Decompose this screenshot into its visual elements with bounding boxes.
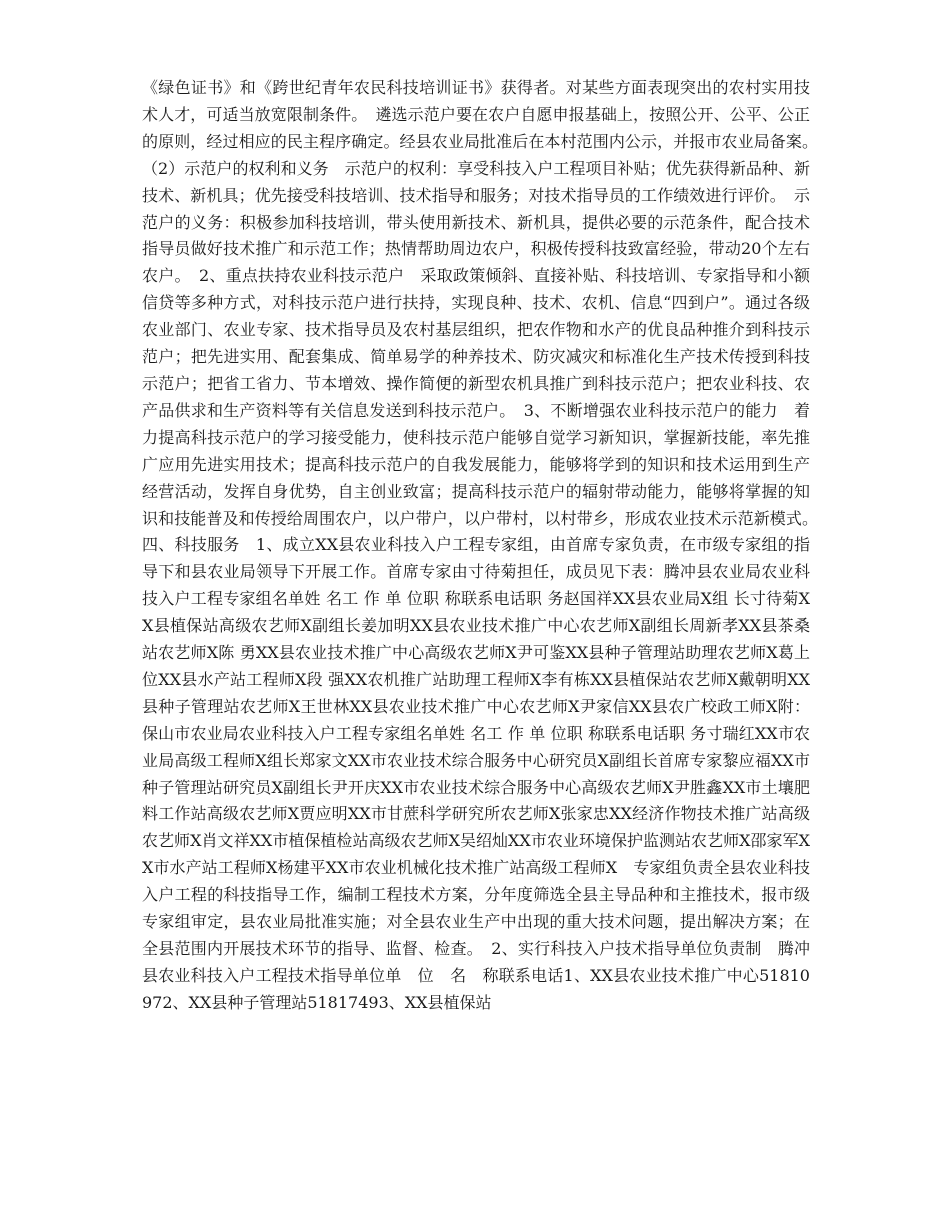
body-paragraph: 《绿色证书》和《跨世纪青年农民科技培训证书》获得者。对某些方面表现突出的农村实用技术人才，可适当放宽限制条件。 遴选示范户要在农户自愿申报基础上，按照公开、公平、公正的原则，经过相应的民主程序确定。经县农业局批准后在本村范围内公示，并报市农业局备案。 （2）示范户的权利和义务 示范户的权利：享受科技入户工程项目补贴；优先获得新品种、新技术、新机具；优先接受科技培训、技术指导和服务；对技术指导员的工作绩效进行评价。 示范户的义务：积极参加科技培训，带头使用新技术、新机具，提供必要的示范条件，配合技术指导员做好技术推广和示范工作；热情帮助周边农户，积极传授科技致富经验，带动20个左右农户。 2、重点扶持农业科技示范户 采取政策倾斜、直接补贴、科技培训、专家指导和小额信贷等多种方式，对科技示范户进行扶持，实现良种、技术、农机、信息“四到户”。通过各级农业部门、农业专家、技术指导员及农村基层组织，把农作物和水产的优良品种推介到科技示范户；把先进实用、配套集成、简单易学的种养技术、防灾减灾和标准化生产技术传授到科技示范户；把省工省力、节本增效、操作简便的新型农机具推广到科技示范户；把农业科技、农产品供求和生产资料等有关信息发送到科技示范户。 3、不断增强农业科技示范户的能力 着力提高科技示范户的学习接受能力，使科技示范户能够自觉学习新知识，掌握新技能，率先推广应用先进实用技术；提高科技示范户的自我发展能力，能够将学到的知识和技术运用到生产经营活动，发挥自身优势，自主创业致富；提高科技示范户的辐射带动能力，能够将掌握的知识和技能普及和传授给周围农户，以户带户，以户带村，以村带乡，形成农业技术示范新模式。 四、科技服务 1、成立XX县农业科技入户工程专家组，由首席专家负责，在市级专家组的指导下和县农业局领导下开展工作。首席专家由寸待菊担任，成员见下表：腾冲县农业局农业科技入户工程专家组名单姓 名工 作 单 位职 称联系电话职 务赵国祥XX县农业局X组 长寸待菊XX县植保站高级农艺师X副组长姜加明XX县农业技术推广中心农艺师X副组长周新孝XX县茶桑站农艺师X陈 勇XX县农业技术推广中心高级农艺师X尹可鉴XX县种子管理站助理农艺师X葛上位XX县水产站工程师X段 强XX农机推广站助理工程师X李有栋XX县植保站农艺师X戴朝明XX县种子管理站农艺师X王世林XX县农业技术推广中心农艺师X尹家信XX县农广校政工师X附：保山市农业局农业科技入户工程专家组名单姓 名工 作 单 位职 称联系电话职 务寸瑞红XX市农业局高级工程师X组长郑家文XX市农业技术综合服务中心研究员X副组长首席专家黎应福XX市种子管理站研究员X副组长尹开庆XX市农业技术综合服务中心高级农艺师X尹胜鑫XX市土壤肥料工作站高级农艺师X贾应明XX市甘蔗科学研究所农艺师X张家忠XX经济作物技术推广站高级农艺师X肖文祥XX市植保植检站高级农艺师X吴绍灿XX市农业环境保护监测站农艺师X邵家军XX市水产站工程师X杨建平XX市农业机械化技术推广站高级工程师X 专家组负责全县农业科技入户工程的科技指导工作，编制工程技术方案，分年度筛选全县主导品种和主推技术，报市级专家组审定，县农业局批准实施；对全县农业生产中出现的重大技术问题，提出解决方案；在全县范围内开展技术环节的指导、监督、检查。 2、实行科技入户技术指导单位负责制 腾冲县农业科技入户工程技术指导单位单 位 名 称联系电话1、XX县农业技术推广中心51810972、XX县种子管理站51817493、XX县植保站 — [142, 78, 827, 1012]
document-page — [142, 75, 827, 1155]
